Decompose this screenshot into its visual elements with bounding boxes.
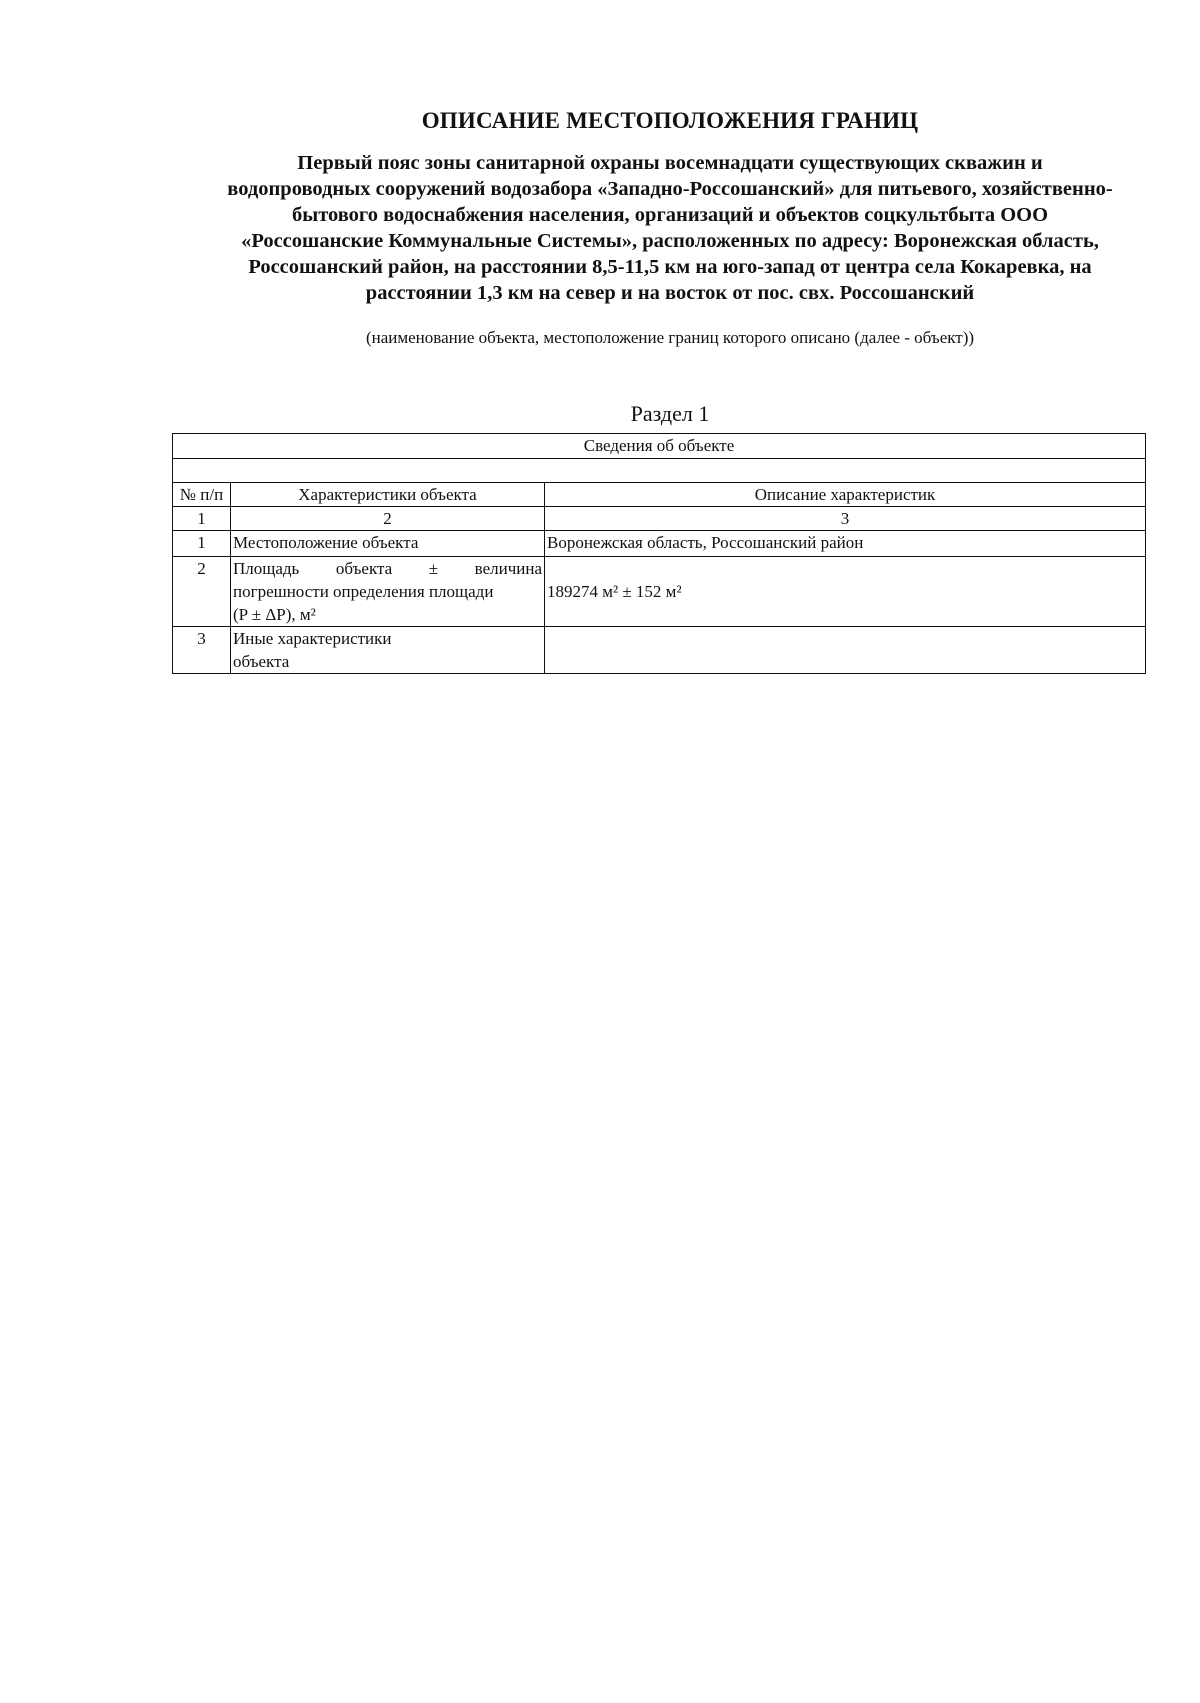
object-name-line: расстоянии 1,3 км на север и на восток от пос. свх. Россошанский — [365, 282, 975, 304]
object-name-line: Первый пояс зоны санитарной охраны восемнадцати существующих скважин и — [297, 152, 1043, 174]
row-characteristic-line: Площадь объекта ± величина — [233, 559, 542, 578]
column-number: 1 — [173, 507, 231, 531]
object-name-line: бытового водоснабжения населения, организаций и объектов соцкультбыта ООО — [291, 204, 1049, 226]
object-name — [160, 150, 1180, 306]
object-name-caption: (наименование объекта, местоположение границ которого описано (далее - объект)) — [365, 328, 975, 347]
object-name-line: Россошанский район, на расстоянии 8,5-11,5 км на юго-запад от центра села Кокаревка, на — [248, 256, 1092, 278]
row-characteristic-line: объекта — [233, 652, 290, 671]
area-value: 189274 м² ± 152 м² — [547, 582, 682, 601]
column-number: 2 — [231, 507, 545, 531]
object-name-line: «Россошанские Коммунальные Системы», расположенных по адресу: Воронежская область, — [241, 230, 1099, 252]
row-characteristic — [231, 557, 545, 627]
row-characteristic — [231, 627, 545, 674]
header-number: № п/п — [173, 483, 231, 507]
row-number: 2 — [173, 557, 231, 627]
row-characteristic — [231, 531, 545, 557]
row-number: 3 — [173, 627, 231, 674]
table-blank-row — [173, 459, 1146, 483]
row-number: 1 — [173, 531, 231, 557]
row-characteristic-line: погрешности определения площади — [233, 582, 494, 601]
row-characteristic-line: (P ± ΔP), м² — [233, 605, 316, 624]
object-name-line: водопроводных сооружений водозабора «Западно-Россошанский» для питьевого, хозяйственно- — [227, 178, 1113, 200]
table-column-numbers-row — [173, 507, 1146, 531]
table-row — [173, 557, 1146, 627]
table-title-row — [173, 434, 1146, 459]
document-title: ОПИСАНИЕ МЕСТОПОЛОЖЕНИЯ ГРАНИЦ — [421, 108, 919, 133]
object-info-table — [172, 433, 1146, 674]
column-number: 3 — [545, 507, 1146, 531]
table-row — [173, 627, 1146, 674]
section-title: Раздел 1 — [630, 401, 710, 426]
row-description: Воронежская область, Россошанский район — [545, 531, 1146, 557]
row-description — [545, 557, 1146, 627]
header-description: Описание характеристик — [545, 483, 1146, 507]
row-characteristic-line: Местоположение объекта — [233, 533, 419, 552]
table-title: Сведения об объекте — [173, 434, 1146, 459]
row-characteristic-line: Иные характеристики — [233, 629, 392, 648]
header-characteristic: Характеристики объекта — [231, 483, 545, 507]
table-row — [173, 531, 1146, 557]
row-description — [545, 627, 1146, 674]
table-blank-cell — [173, 459, 1146, 483]
table-header-row — [173, 483, 1146, 507]
